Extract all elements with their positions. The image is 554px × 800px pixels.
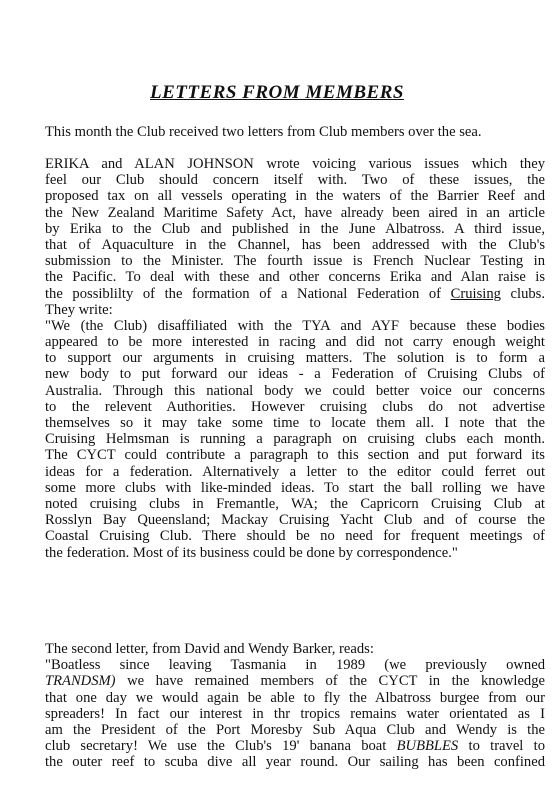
text-line: feel our Club should concern itself with. Two of these issues, the	[45, 172, 545, 189]
text-line: spreaders! In fact our interest in thr tropics remains water orientated as I	[45, 705, 545, 722]
text-line: They write:	[45, 301, 113, 318]
text-line: appeared to be more interested in racing and did not carry enough weight	[45, 334, 545, 351]
text-line: some more clubs with like-minded ideas. To start the ball rolling we have	[45, 479, 545, 496]
text-line	[45, 286, 545, 302]
text-fragment: the possiblilty of the formation of a National Federation of	[45, 285, 442, 302]
text-fragment: clubs.	[500, 285, 545, 302]
page-title: LETTERS FROM MEMBERS	[150, 82, 404, 103]
text-line: to the relevent Authorities. However cruising clubs do not advertise	[45, 398, 545, 415]
underlined-word: Cruising	[450, 285, 501, 302]
text-line: that of Aquaculture in the Channel, has been addressed with the Club's	[45, 236, 545, 253]
text-line: to support our arguments in cruising matters. The solution is to form a	[45, 350, 545, 367]
intro-paragraph	[45, 124, 545, 140]
boat-name: BUBBLES	[396, 738, 459, 755]
text-line: am the President of the Port Moresby Sub Aqua Club and Wendy is the	[45, 721, 545, 738]
text-line	[45, 673, 545, 689]
text-line: Rosslyn Bay Queensland; Mackay Cruising Yacht Club and of course the	[45, 512, 545, 529]
letter-johnson-paragraph	[45, 156, 545, 561]
text-fragment: we have remained members of the CYCT in the knowledge	[115, 673, 545, 690]
text-line: the Pacific. To deal with these and other concerns Erika and Alan raise is	[45, 269, 545, 286]
text-line: The second letter, from David and Wendy Barker, reads:	[45, 641, 374, 657]
text-line: the New Zealand Maritime Safety Act, have already been aired in an article	[45, 204, 545, 221]
text-line: proposed tax on all vessels operating in the waters of the Barrier Reef and	[45, 188, 545, 205]
text-fragment: club secretary! We use the Club's 19' banana boat	[45, 738, 397, 755]
text-line: themselves so it may take some time to locate them all. I note that the	[45, 415, 545, 431]
text-line: that one day we would again be able to fly the Albatross burgee from our	[45, 689, 545, 706]
text-line: "We (the Club) disaffiliated with the TYA and AYF because these bodies	[45, 317, 545, 334]
letter-barker-paragraph	[45, 641, 545, 771]
text-line: the federation. Most of its business could be done by correspondence."	[45, 544, 458, 561]
text-line: Australia. Through this national body we could better voice our concerns	[45, 382, 545, 399]
text-line: Coastal Cruising Club. There should be no need for frequent meetings of	[45, 528, 545, 545]
intro-line: This month the Club received two letters from Club members over the sea.	[45, 124, 482, 140]
text-line: ERIKA and ALAN JOHNSON wrote voicing various issues which they	[45, 156, 545, 172]
text-line: Cruising Helmsman is running a paragraph on cruising clubs each month.	[45, 431, 545, 448]
text-line: by Erika to the Club and published in the June Albatross. A third issue,	[45, 220, 545, 237]
text-line: noted cruising clubs in Fremantle, WA; the Capricorn Cruising Club at	[45, 495, 545, 512]
boat-name: TRANDSM)	[45, 673, 116, 690]
text-line: submission to the Minister. The fourth issue is French Nuclear Testing in	[45, 253, 545, 270]
text-line: ideas for a federation. Alternatively a letter to the editor could ferret out	[45, 463, 545, 480]
text-line: new body to put forward our ideas - a Federation of Cruising Clubs of	[45, 366, 545, 383]
text-fragment: to travel to	[458, 738, 545, 755]
text-line: "Boatless since leaving Tasmania in 1989 (we previously owned	[45, 657, 545, 674]
text-line: The CYCT could contribute a paragraph to this section and put forward its	[45, 447, 545, 464]
text-line: the outer reef to scuba dive all year round. Our sailing has been confined	[45, 754, 545, 771]
text-line	[45, 738, 545, 754]
